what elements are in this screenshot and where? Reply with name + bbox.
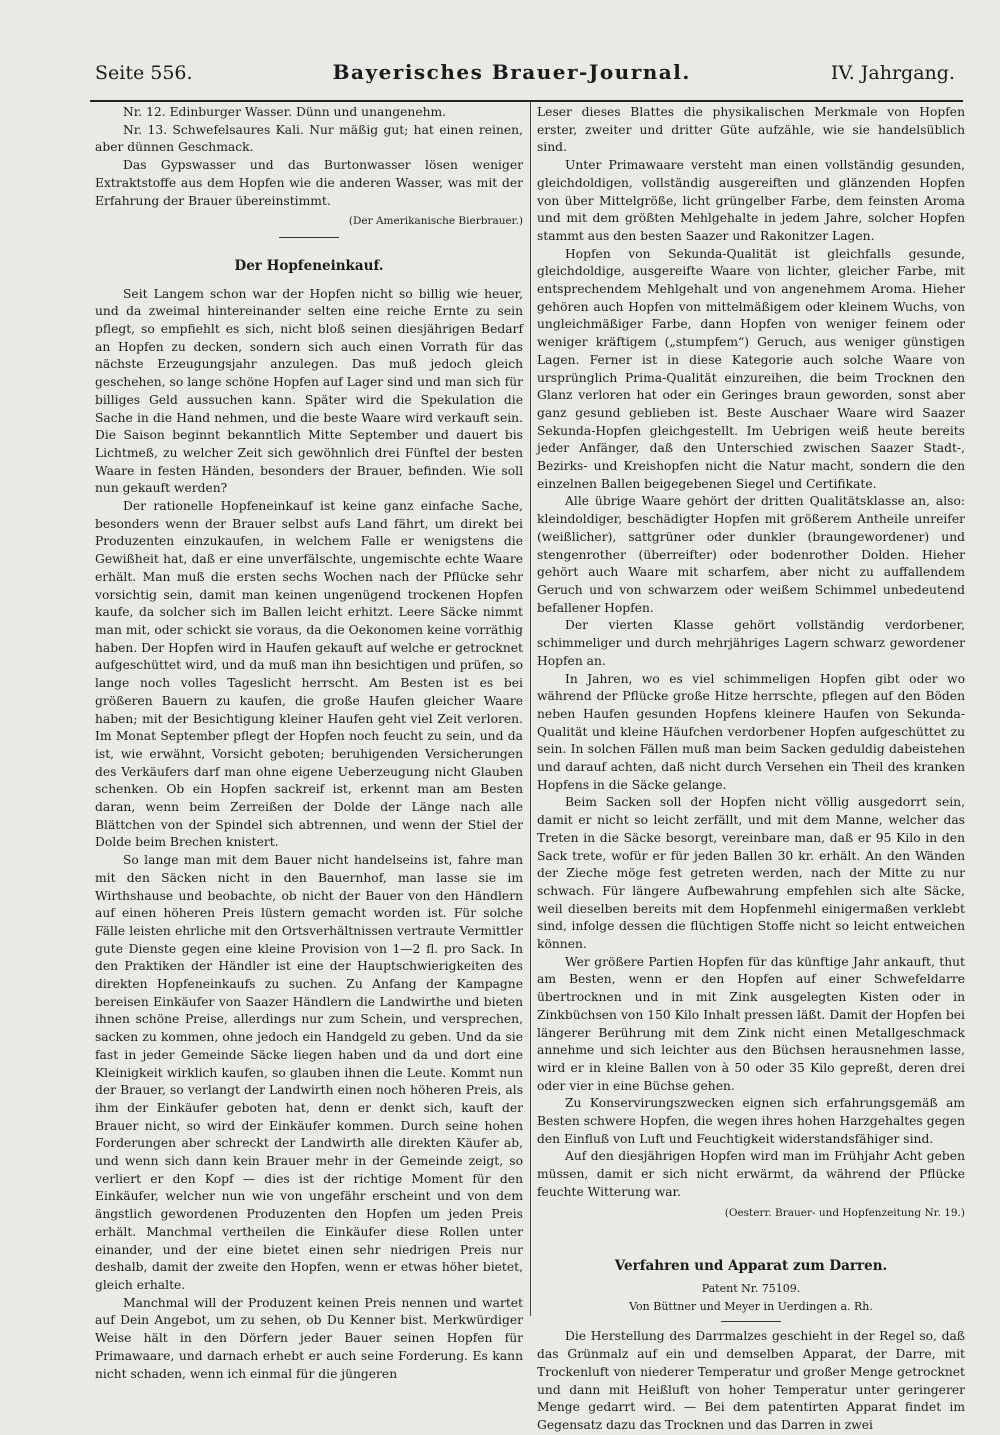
article-heading: Verfahren und Apparat zum Darren. — [614, 1258, 888, 1275]
paragraph: So lange man mit dem Bauer nicht handelseins ist, fahre man mit den Säcken nicht in den Bauernhof, man lasse sie im Wirthshause und beobachte, ob nicht der Bauer von den Händlern auf einen höheren Preis lüstern gemacht worden ist. Für solche Fälle leisten ehrliche mit den Ortsverhältnissen vertraute Vermittler gute Dienste gegen eine kleine Provision von 1—2 fl. pro Sack. In den Praktiken der Händler ist eine der Hauptschwierigkeiten des direkten Hopfeneinkaufs zu suchen. Zu Anfang der Kampagne bereisen Einkäufer von Saazer Händlern die Landwirthe und bieten ihnen schöne Preise, allerdings nur zum Schein, und versprechen, sacken zu kommen, ohne jedoch ein Handgeld zu geben. Und da sie fast in jeder Gemeinde Säcke liegen haben und da und dort eine Kleinigkeit wirklich kaufen, so glauben ihnen die Leute. Kommt nun der Brauer, so verlangt der Landwirth einen noch höheren Preis, als ihm der Einkäufer geboten hat, denn er denkt sich, kauft der Brauer nicht, so wird der Einkäufer kommen. Durch seine hohen Forderungen aber schreckt der Landwirth alle direkten Käufer ab, und wenn sich dann kein Brauer mehr in der Gemeinde zeigt, so verliert er den Kopf — dies ist der richtige Moment für den Einkäufer, welcher nun wie von ungefähr erscheint und von dem ängstlich gewordenen Produzenten den Hopfen um jeden Preis erhält. Manchmal vertheilen die Einkäufer diese Rollen unter einander, und der eine bietet einen sehr niedrigen Preis nur deshalb, damit der zweite den Hopfen, wenn er etwas höher bietet, gleich erhalte. — [95, 853, 523, 1292]
paragraph: Beim Sacken soll der Hopfen nicht völlig ausgedorrt sein, damit er nicht so leicht zerfällt, und mit dem Manne, welcher das Treten in die Säcke besorgt, vereinbare man, daß er 95 Kilo in den Sack trete, wofür er für jeden Ballen 30 kr. erhält. An den Wänden der Zieche möge fest getreten werden, nach der Mitte zu nur schwach. Für längere Aufbewahrung empfehlen sich alte Säcke, weil dieselben bereits mit dem Hopfenmehl einigermaßen verklebt sind, infolge dessen die flüchtigen Stoffe nicht so leicht entweichen können. — [537, 795, 965, 952]
paragraph: Der vierten Klasse gehört vollständig verdorbener, schimmeliger und durch mehrjähriges Lagern schwarz gewordener Hopfen an. — [537, 618, 965, 668]
source-citation: (Der Amerikanische Bierbrauer.) — [348, 215, 523, 228]
paragraph: Wer größere Partien Hopfen für das künftige Jahr ankauft, thut am Besten, wenn er den Hopfen auf einer Schwefeldarre übertrocknen und in mit Zink ausgelegten Kisten oder in Zinkbüchsen von 150 Kilo Inhalt pressen läßt. Damit der Hopfen bei längerer Berührung mit dem Zink nicht einen Metallgeschmack annehme und sich leichter aus den Büchsen herausnehmen lasse, wird er in kleine Ballen von à 50 oder 35 Kilo gepreßt, deren drei oder vier in eine Büchse gehen. — [537, 954, 965, 1093]
paragraph: Seit Langem schon war der Hopfen nicht so billig wie heuer, und da zweimal hintereinander selten eine reiche Ernte zu sein pflegt, so empfiehlt es sich, nicht bloß seinen diesjährigen Bedarf an Hopfen zu decken, sondern sich auch einen Vorrath für das nächste Erzeugungsjahr anzulegen. Das muß jedoch gleich geschehen, so lange schöne Hopfen auf Lager sind und man sich für billiges Geld aussuchen kann. Später wird die Spekulation die Sache in die Hand nehmen, und die beste Waare wird verkauft sein. Die Saison beginnt bekanntlich Mitte September und dauert bis Lichtmeß, zu welcher Zeit sich gewöhnlich drei Fünftel der besten Waare in festen Händen, besonders der Brauer, befinden. Wie soll nun gekauft werden? — [95, 286, 523, 496]
right-column — [537, 104, 965, 1435]
paragraph: Nr. 13. Schwefelsaures Kali. Nur mäßig gut; hat einen reinen, aber dünnen Geschmack. — [95, 122, 523, 155]
paragraph: Leser dieses Blattes die physikalischen Merkmale von Hopfen erster, zweiter und dritter Güte aufzähle, wie sie handelsüblich sind. — [537, 105, 965, 155]
paragraph: Die Herstellung des Darrmalzes geschieht in der Regel so, daß das Grünmalz auf ein und demselben Apparat, der Darre, mit Trockenluft von niederer Temperatur und großer Menge getrocknet und dann mit Heißluft von hoher Temperatur unter geringerer Menge gedarrt wird. — Bei dem patentirten Apparat findet im Gegensatz dazu das Trocknen und das Darren in zwei — [537, 1329, 965, 1432]
header-rule — [90, 100, 963, 102]
paragraph: Unter Primawaare versteht man einen vollständig gesunden, gleichdoldigen, vollständig ausgereiften und glänzenden Hopfen von über Mittelgröße, licht grüngelber Farbe, dem feinsten Aroma und mit dem größten Mehlgehalte in jedem Jahre, solcher Hopfen stammt aus den besten Saazer und Rakonitzer Lagen. — [537, 158, 965, 243]
paragraph: Hopfen von Sekunda-Qualität ist gleichfalls gesunde, gleichdoldige, ausgereifte Waare von lichter, gleicher Farbe, mit entsprechendem Mehlgehalt und von angenehmem Aroma. Hieher gehören auch Hopfen von mittelmäßigem oder kleinem Wuchs, von ungleichmäßiger Farbe, dann Hopfen von weniger feinem oder weniger kräftigem („stumpfem“) Geruch, aus weniger günstigen Lagen. Ferner ist in diese Kategorie auch solche Waare von ursprünglich Prima-Qualität einzureihen, die beim Trocknen den Glanz verloren hat oder ein Geringes braun geworden, sonst aber ganz gesund geblieben ist. Beste Auschaer Waare wird Saazer Sekunda-Hopfen gleichgestellt. Im Uebrigen weiß heute bereits jeder Anfänger, daß den Unterschied zwischen Saazer Stadt-, Bezirks- und Kreishopfen nicht die Natur macht, sondern die den einzelnen Ballen beigegebenen Siegel und Certifikate. — [537, 246, 965, 491]
patent-number: Patent Nr. 75109. — [701, 1282, 801, 1295]
paragraph: In Jahren, wo es viel schimmeligen Hopfen gibt oder wo während der Pflücke große Hitze herrschte, pflegen auf den Böden neben Haufen gesunden Hopfens kleinere Haufen von Sekunda-Qualität und kleine Häufchen verdorbener Hopfen aufgeschüttet zu sein. In solchen Fällen muß man beim Sacken geduldig dabeistehen und darauf achten, daß nicht durch Versehen ein Theil des kranken Hopfens in die Säcke gelange. — [537, 671, 965, 792]
paragraph: Alle übrige Waare gehört der dritten Qualitätsklasse an, also: kleindoldiger, beschädigter Hopfen mit größerem Antheile unreifer (weißlicher), sattgrüner oder dunkler (braungewordener) und stengenrother (überreifter) oder bodenrother Dolden. Hieher gehört auch Waare mit scharfem, aber nicht zu auffallendem Geruch und von schwarzem oder weißem Schimmel unbedeutend befallener Hopfen. — [537, 494, 965, 615]
journal-title: Bayerisches Brauer-Journal. — [332, 60, 691, 84]
paragraph: Der rationelle Hopfeneinkauf ist keine ganz einfache Sache, besonders wenn der Brauer selbst aufs Land fährt, um direkt bei Produzenten einzukaufen, in welchem Falle er wenigstens die Gewißheit hat, daß er eine unverfälschte, ungemischte echte Waare erhält. Man muß die ersten sechs Wochen nach der Pflücke sehr vorsichtig sein, damit man keinen ungenügend trockenen Hopfen kaufe, da solcher sich im Ballen leicht erhitzt. Leere Säcke nimmt man mit, oder schickt sie voraus, da die Oekonomen keine vorräthig haben. Der Hopfen wird in Haufen gekauft auf welche er getrocknet aufgeschüttet wird, und da muß man ihn besichtigen und prüfen, so lange noch volles Tageslicht herrscht. Am Besten ist es bei größeren Bauern zu kaufen, die große Haufen gleicher Waare haben; mit der Besichtigung kleiner Haufen geht viel Zeit verloren. Im Monat September pflegt der Hopfen noch feucht zu sein, und da ist, wie erwähnt, Vorsicht geboten; beruhigenden Versicherungen des Verkäufers darf man ohne eigene Ueberzeugung nicht Glauben schenken. Ob ein Hopfen sackreif ist, erkennt man am Besten daran, wenn beim Zerreißen der Dolde der Länge nach alle Blättchen von der Spindel sich abtrennen, und wenn der Stiel der Dolde beim Brechen knistert. — [95, 499, 523, 850]
paragraph: Manchmal will der Produzent keinen Preis nennen und wartet auf Dein Angebot, um zu sehen, ob Du Kenner bist. Merkwürdiger Weise hält in den Dörfern jeder Bauer seinen Hopfen für Primawaare, und darnach erhebt er auch seine Forderung. Es kann nicht schaden, wenn ich einmal für die jüngeren — [95, 1295, 523, 1381]
paragraph: Das Gypswasser und das Burtonwasser lösen weniger Extraktstoffe aus dem Hopfen wie die anderen Wasser, was mit der Erfahrung der Brauer übereinstimmt. — [95, 158, 523, 208]
divider — [279, 237, 339, 238]
page-header — [95, 60, 955, 92]
left-column — [95, 104, 523, 1383]
paragraph: Zu Konservirungszwecken eignen sich erfahrungsgemäß am Besten schwere Hopfen, die wegen ihres hohen Harzgehaltes gegen den Einfluß von Luft und Feuchtigkeit widerstandsfähiger sind. — [537, 1096, 965, 1146]
source-citation: (Oesterr. Brauer- und Hopfenzeitung Nr. 19.) — [724, 1206, 965, 1219]
article-heading: Der Hopfeneinkauf. — [234, 257, 384, 274]
authors-line: Von Büttner und Meyer in Uerdingen a. Rh. — [629, 1299, 873, 1313]
volume-label: IV. Jahrgang. — [830, 62, 955, 84]
divider — [721, 1321, 781, 1322]
paragraph: Auf den diesjährigen Hopfen wird man im Frühjahr Acht geben müssen, damit er sich nicht erwärmt, da während der Pflücke feuchte Witterung war. — [537, 1149, 965, 1199]
paragraph: Nr. 12. Edinburger Wasser. Dünn und unangenehm. — [123, 105, 447, 119]
page-number: Seite 556. — [95, 62, 193, 84]
column-divider — [530, 101, 531, 1316]
